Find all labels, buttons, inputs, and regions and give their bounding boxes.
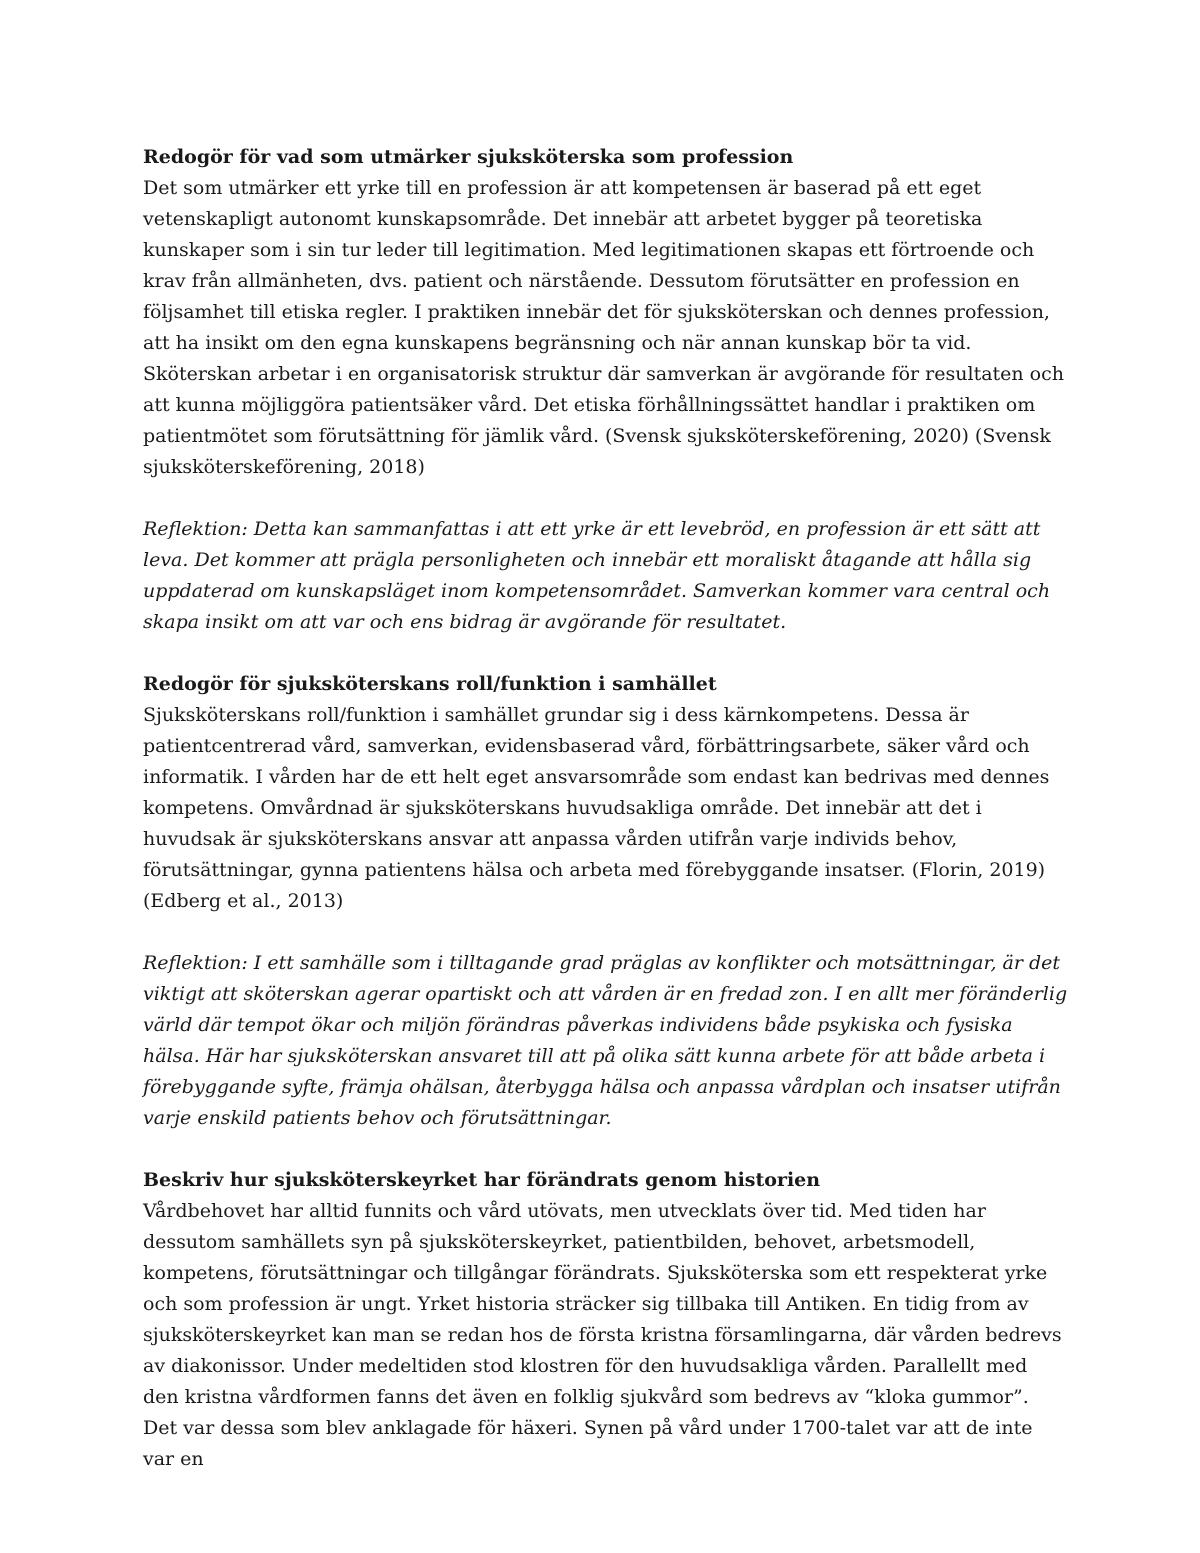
section-body: Vårdbehovet har alltid funnits och vård utövats, men utvecklats över tid. Med tiden har dessutom samhällets syn på sjuksköterskeyrket, patientbilden, behovet, arbetsmodell, kompetens, förutsättningar och tillgångar förändrats. Sjuksköterska som ett respekterat yrke och som profession är ungt. Yrket historia sträcker sig tillbaka till Antiken. En tidig from av sjuksköterskeyrket kan man se redan hos de första kristna församlingarna, där vården bedrevs av diakonissor. Under medeltiden stod klostren för den huvudsakliga vården. Parallellt med den kristna vårdformen fanns det även en folklig sjukvård som bedrevs av “kloka gummor”. Det var dessa som blev anklagade för häxeri. Synen på vård under 1700-talet var att de inte var en [143, 1200, 1062, 1470]
document-page [143, 142, 1068, 1475]
reflection-profession [143, 514, 1068, 638]
section-body: Sjuksköterskans roll/funktion i samhället grundar sig i dess kärnkompetens. Dessa är patientcentrerad vård, samverkan, evidensbaserad vård, förbättringsarbete, säker vård och informatik. I vården har de ett helt eget ansvarsområde som endast kan bedrivas med dennes kompetens. Omvårdnad är sjuksköterskans huvudsakliga område. Det innebär att det i huvudsak är sjuksköterskans ansvar att anpassa vården utifrån varje individs behov, förutsättningar, gynna patientens hälsa och arbeta med förebyggande insatser. (Florin, 2019) (Edberg et al., 2013) [143, 704, 1050, 912]
reflection-text: Reflektion: Detta kan sammanfattas i att ett yrke är ett levebröd, en profession är ett sätt att leva. Det kommer att prägla personligheten och innebär ett moraliskt åtagande att hålla sig uppdaterad om kunskapsläget inom kompetensområdet. Samverkan kommer vara central och skapa insikt om att var och ens bidrag är avgörande för resultatet. [143, 518, 1051, 633]
section-heading: Redogör för sjuksköterskans roll/funktion i samhället [143, 673, 717, 695]
section-role-function [143, 669, 1068, 917]
section-body: Det som utmärker ett yrke till en profession är att kompetensen är baserad på ett eget vetenskapligt autonomt kunskapsområde. Det innebär att arbetet bygger på teoretiska kunskaper som i sin tur leder till legitimation. Med legitimationen skapas ett förtroende och krav från allmänheten, dvs. patient och närstående. Dessutom förutsätter en profession en följsamhet till etiska regler. I praktiken innebär det för sjuksköterskan och dennes profession, att ha insikt om den egna kunskapens begränsning och när annan kunskap bör ta vid. Sköterskan arbetar i en organisatorisk struktur där samverkan är avgörande för resultaten och att kunna möjliggöra patientsäker vård. Det etiska förhållningssättet handlar i praktiken om patientmötet som förutsättning för jämlik vård. (Svensk sjuksköterskeförening, 2020) (Svensk sjuksköterskeförening, 2018) [143, 177, 1064, 478]
reflection-text: Reflektion: I ett samhälle som i tilltagande grad präglas av konflikter och motsättningar, är det viktigt att sköterskan agerar opartiskt och att vården är en fredad zon. I en allt mer föränderlig värld där tempot ökar och miljön förändras påverkas individens både psykiska och fysiska hälsa. Här har sjuksköterskan ansvaret till att på olika sätt kunna arbete för att både arbeta i förebyggande syfte, främja ohälsan, återbygga hälsa och anpassa vårdplan och insatser utifrån varje enskild patients behov och förutsättningar. [143, 952, 1068, 1129]
section-profession [143, 142, 1068, 483]
section-heading: Beskriv hur sjuksköterskeyrket har förändrats genom historien [143, 1169, 821, 1191]
section-heading: Redogör för vad som utmärker sjuksköterska som profession [143, 146, 794, 168]
section-history [143, 1165, 1068, 1475]
reflection-role-function [143, 948, 1068, 1134]
